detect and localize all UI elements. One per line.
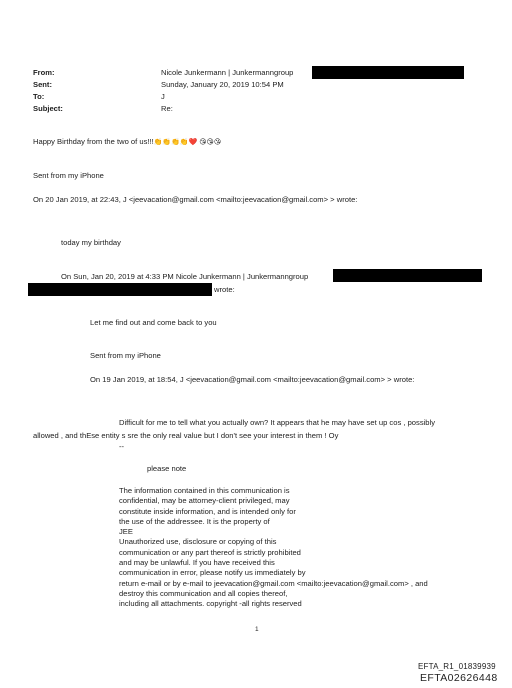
quote3-header: On 19 Jan 2019, at 18:54, J <jeevacation@gmail.com <mailto:jeevacation@gmail.com> > wrote:: [90, 375, 415, 384]
disclaimer-line: JEE: [119, 527, 133, 537]
disclaimer-line: communication or any part thereof is strictly prohibited: [119, 547, 301, 557]
sent-value: Sunday, January 20, 2019 10:54 PM: [161, 80, 284, 89]
subject-label: Subject:: [33, 104, 63, 113]
disclaimer-line: Unauthorized use, disclosure or copying of this: [119, 537, 277, 547]
sent-from-iphone: Sent from my iPhone: [33, 171, 104, 180]
disclaimer-line: the use of the addressee. It is the property of: [119, 516, 270, 526]
sent-label: Sent:: [33, 80, 52, 89]
bates-number-small: EFTA_R1_01839939: [418, 662, 496, 671]
bates-number-large: EFTA02626448: [420, 672, 498, 684]
birthday-message: [33, 137, 221, 147]
quote2-header: On Sun, Jan 20, 2019 at 4:33 PM Nicole Junkermann | Junkermanngroup: [61, 272, 309, 281]
emoji-icons: 👏👏👏👏❤️ 😘😘😘: [153, 139, 222, 146]
birthday-text: Happy Birthday from the two of us!!!: [33, 137, 154, 146]
subject-value: Re:: [161, 104, 173, 113]
disclaimer-line: return e-mail or by e-mail to jeevacation@gmail.com <mailto:jeevacation@gmail.com> , and: [119, 578, 428, 588]
quote3-dashes: --: [119, 442, 125, 451]
from-value: Nicole Junkermann | Junkermanngroup: [161, 68, 294, 77]
to-label: To:: [33, 92, 45, 101]
quote3-line1: Difficult for me to tell what you actually own? It appears that he may have set up cos , possibly: [119, 418, 436, 427]
disclaimer-line: The information contained in this communication is: [119, 486, 290, 495]
quote3-line2: allowed , and thEse entity s sre the only real value but I don't see your interest in them ! Oy: [33, 431, 339, 440]
redaction-box-sender: [312, 66, 464, 79]
to-value: J: [161, 92, 165, 101]
disclaimer-line: destroy this communication and all copies thereof,: [119, 588, 288, 598]
quote2-header-wrote: wrote:: [214, 285, 235, 294]
page-number: 1: [255, 626, 259, 633]
quote2-text: Let me find out and come back to you: [90, 318, 217, 327]
disclaimer-line: and may be unlawful. If you have received this: [119, 558, 275, 568]
from-label: From:: [33, 68, 55, 77]
quote1-header: On 20 Jan 2019, at 22:43, J <jeevacation@gmail.com <mailto:jeevacation@gmail.com> > wrote:: [33, 195, 358, 204]
quote1-text: today my birthday: [61, 238, 121, 247]
disclaimer-block: [119, 486, 428, 610]
redaction-box-email-2: [28, 283, 212, 296]
disclaimer-line: including all attachments. copyright -all rights reserved: [119, 599, 302, 609]
disclaimer-line: constitute inside information, and is intended only for: [119, 506, 296, 516]
disclaimer-line: communication in error, please notify us immediately by: [119, 568, 306, 578]
please-note: please note: [147, 464, 187, 473]
sent-from-iphone-2: Sent from my iPhone: [90, 351, 161, 360]
disclaimer-line: confidential, may be attorney-client privileged, may: [119, 496, 290, 506]
redaction-box-email-1: [333, 269, 482, 282]
